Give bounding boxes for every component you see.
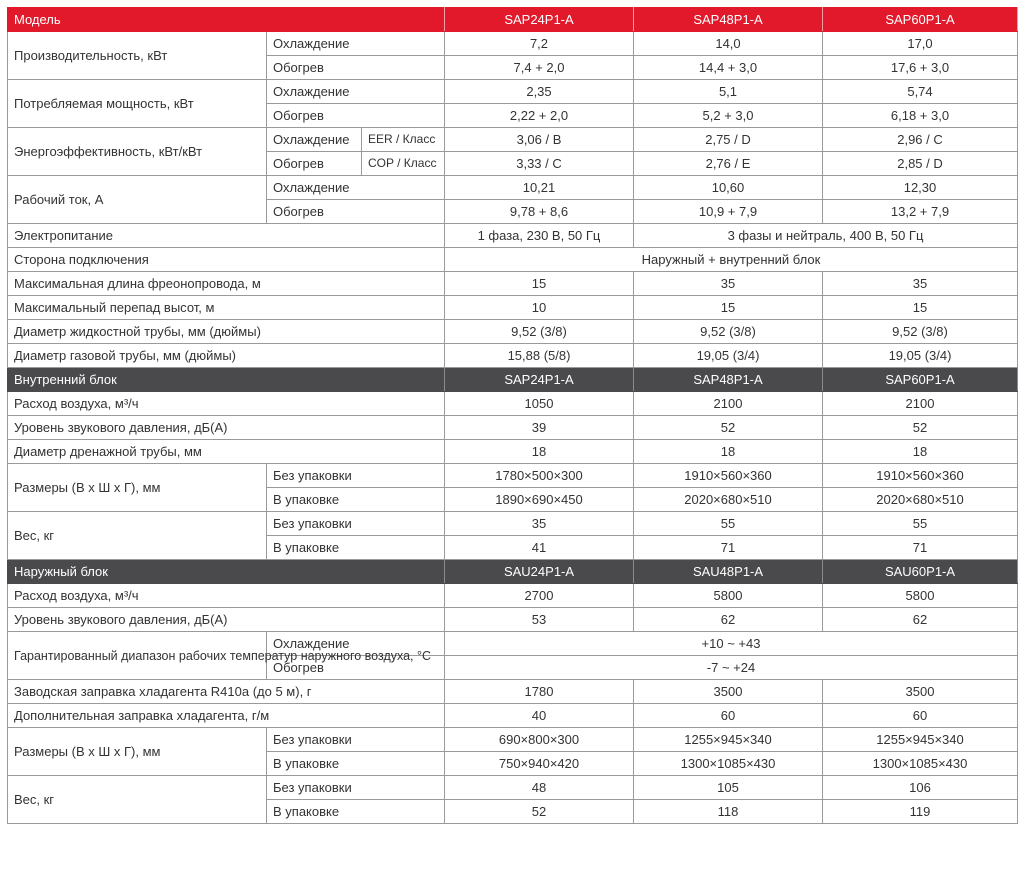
pack-label: В упаковке [267,800,445,824]
cell: 1255×945×340 [634,728,823,752]
cell: 60 [634,704,823,728]
cell: 12,30 [823,176,1018,200]
cell: 1050 [445,392,634,416]
cell: 5800 [634,584,823,608]
cell: 39 [445,416,634,440]
cell: 17,6 + 3,0 [823,56,1018,80]
row-label: Максимальная длина фреонопровода, м [8,272,445,296]
cell: 5800 [823,584,1018,608]
pack-label: В упаковке [267,536,445,560]
pack-label: Без упаковки [267,512,445,536]
cell: 1300×1085×430 [634,752,823,776]
section-model: SAP60P1-A [823,368,1018,392]
mode-cooling: Охлаждение [267,32,445,56]
cell: 2,76 / E [634,152,823,176]
cell: 1780×500×300 [445,464,634,488]
cell: 17,0 [823,32,1018,56]
cell: 35 [823,272,1018,296]
section-model: SAP24P1-A [445,368,634,392]
row-label: Диаметр газовой трубы, мм (дюймы) [8,344,445,368]
cell: 2020×680×510 [634,488,823,512]
table-row [8,680,1018,704]
cell: 71 [634,536,823,560]
cell: 35 [445,512,634,536]
pack-label: В упаковке [267,488,445,512]
table-header-row [8,8,1018,32]
row-label: Заводская заправка хладагента R410a (до 5 м), г [8,680,445,704]
cell: 3 фазы и нейтраль, 400 В, 50 Гц [634,224,1018,248]
pack-label: Без упаковки [267,776,445,800]
table-row [8,704,1018,728]
cell: 2020×680×510 [823,488,1018,512]
cell: 1255×945×340 [823,728,1018,752]
cell: 2700 [445,584,634,608]
cell: 9,52 (3/8) [823,320,1018,344]
cell: 10,21 [445,176,634,200]
mode-cooling: Охлаждение [267,80,445,104]
indoor-section-header [8,368,1018,392]
cell: 18 [634,440,823,464]
row-label: Размеры (В х Ш х Г), мм [8,464,267,512]
cell: 10,60 [634,176,823,200]
table-row [8,512,1018,536]
table-row [8,416,1018,440]
cell: 9,78 + 8,6 [445,200,634,224]
table-row [8,440,1018,464]
cell: 2,22 + 2,0 [445,104,634,128]
row-label: Уровень звукового давления, дБ(А) [8,608,445,632]
cell: 52 [445,800,634,824]
cell: 14,0 [634,32,823,56]
table-row [8,392,1018,416]
cell: 3,33 / C [445,152,634,176]
cell: 2,96 / C [823,128,1018,152]
header-model-3: SAP60P1-A [823,8,1018,32]
cell: 3500 [634,680,823,704]
cell: 3,06 / B [445,128,634,152]
section-title: Наружный блок [8,560,445,584]
section-title: Внутренний блок [8,368,445,392]
table-row [8,344,1018,368]
row-label: Потребляемая мощность, кВт [8,80,267,128]
row-label: Расход воздуха, м³/ч [8,392,445,416]
mode-cooling: Охлаждение [267,632,445,656]
cell: 1 фаза, 230 В, 50 Гц [445,224,634,248]
cell: Наружный + внутренний блок [445,248,1018,272]
cell: 15 [445,272,634,296]
cell: 2,75 / D [634,128,823,152]
cell: 119 [823,800,1018,824]
table-row [8,728,1018,752]
cell: 5,74 [823,80,1018,104]
cell: 14,4 + 3,0 [634,56,823,80]
row-label: Производительность, кВт [8,32,267,80]
row-label: Диаметр жидкостной трубы, мм (дюймы) [8,320,445,344]
header-model-1: SAP24P1-A [445,8,634,32]
cell: 55 [634,512,823,536]
section-model: SAU60P1-A [823,560,1018,584]
table-row [8,128,1018,152]
cell: 2100 [634,392,823,416]
header-model-label: Модель [8,8,445,32]
row-label: Рабочий ток, А [8,176,267,224]
cell: 62 [634,608,823,632]
cell: 60 [823,704,1018,728]
row-label: Гарантированный диапазон рабочих температур наружного воздуха, °С [8,632,267,680]
section-model: SAP48P1-A [634,368,823,392]
cell: 55 [823,512,1018,536]
cell: +10 ~ +43 [445,632,1018,656]
cell: 9,52 (3/8) [634,320,823,344]
cell: 118 [634,800,823,824]
cell: 6,18 + 3,0 [823,104,1018,128]
cell: 9,52 (3/8) [445,320,634,344]
mode-heating: Обогрев [267,656,445,680]
cell: 7,2 [445,32,634,56]
table-row [8,176,1018,200]
row-label: Диаметр дренажной трубы, мм [8,440,445,464]
cell: -7 ~ +24 [445,656,1018,680]
table-row [8,224,1018,248]
cell: 40 [445,704,634,728]
cell: 15 [634,296,823,320]
cell: 35 [634,272,823,296]
table-row [8,296,1018,320]
cell: 1780 [445,680,634,704]
cell: 18 [823,440,1018,464]
table-row [8,464,1018,488]
cell: 750×940×420 [445,752,634,776]
spec-table [7,7,1018,824]
cell: 18 [445,440,634,464]
table-row [8,776,1018,800]
table-row [8,320,1018,344]
table-row [8,32,1018,56]
cell: 7,4 + 2,0 [445,56,634,80]
cell: 62 [823,608,1018,632]
cell: 1300×1085×430 [823,752,1018,776]
cell: 10,9 + 7,9 [634,200,823,224]
cell: 19,05 (3/4) [823,344,1018,368]
row-label: Уровень звукового давления, дБ(А) [8,416,445,440]
cell: 15,88 (5/8) [445,344,634,368]
cell: 1910×560×360 [823,464,1018,488]
cell: 15 [823,296,1018,320]
pack-label: Без упаковки [267,728,445,752]
cell: 2,85 / D [823,152,1018,176]
cell: 1890×690×450 [445,488,634,512]
row-label: Вес, кг [8,776,267,824]
row-label: Размеры (В х Ш х Г), мм [8,728,267,776]
mode-heating: Обогрев [267,104,445,128]
header-model-2: SAP48P1-A [634,8,823,32]
cell: 52 [634,416,823,440]
row-label: Дополнительная заправка хладагента, г/м [8,704,445,728]
cell: 2100 [823,392,1018,416]
cell: 3500 [823,680,1018,704]
table-row [8,584,1018,608]
cell: 5,1 [634,80,823,104]
eer-class-label: EER / Класс [362,128,445,152]
cell: 19,05 (3/4) [634,344,823,368]
cop-class-label: COP / Класс [362,152,445,176]
cell: 10 [445,296,634,320]
outdoor-section-header [8,560,1018,584]
cell: 71 [823,536,1018,560]
cell: 105 [634,776,823,800]
pack-label: Без упаковки [267,464,445,488]
cell: 53 [445,608,634,632]
mode-cooling: Охлаждение [267,176,445,200]
row-label: Максимальный перепад высот, м [8,296,445,320]
pack-label: В упаковке [267,752,445,776]
cell: 1910×560×360 [634,464,823,488]
section-model: SAU24P1-A [445,560,634,584]
cell: 48 [445,776,634,800]
section-model: SAU48P1-A [634,560,823,584]
cell: 5,2 + 3,0 [634,104,823,128]
cell: 52 [823,416,1018,440]
row-label: Вес, кг [8,512,267,560]
row-label: Сторона подключения [8,248,445,272]
table-row [8,608,1018,632]
table-row [8,272,1018,296]
mode-heating: Обогрев [267,56,445,80]
cell: 106 [823,776,1018,800]
cell: 690×800×300 [445,728,634,752]
cell: 13,2 + 7,9 [823,200,1018,224]
cell: 2,35 [445,80,634,104]
row-label: Электропитание [8,224,445,248]
mode-heating: Обогрев [267,152,362,176]
mode-cooling: Охлаждение [267,128,362,152]
mode-heating: Обогрев [267,200,445,224]
table-row [8,248,1018,272]
table-row [8,632,1018,656]
row-label: Энергоэффективность, кВт/кВт [8,128,267,176]
row-label: Расход воздуха, м³/ч [8,584,445,608]
cell: 41 [445,536,634,560]
table-row [8,80,1018,104]
